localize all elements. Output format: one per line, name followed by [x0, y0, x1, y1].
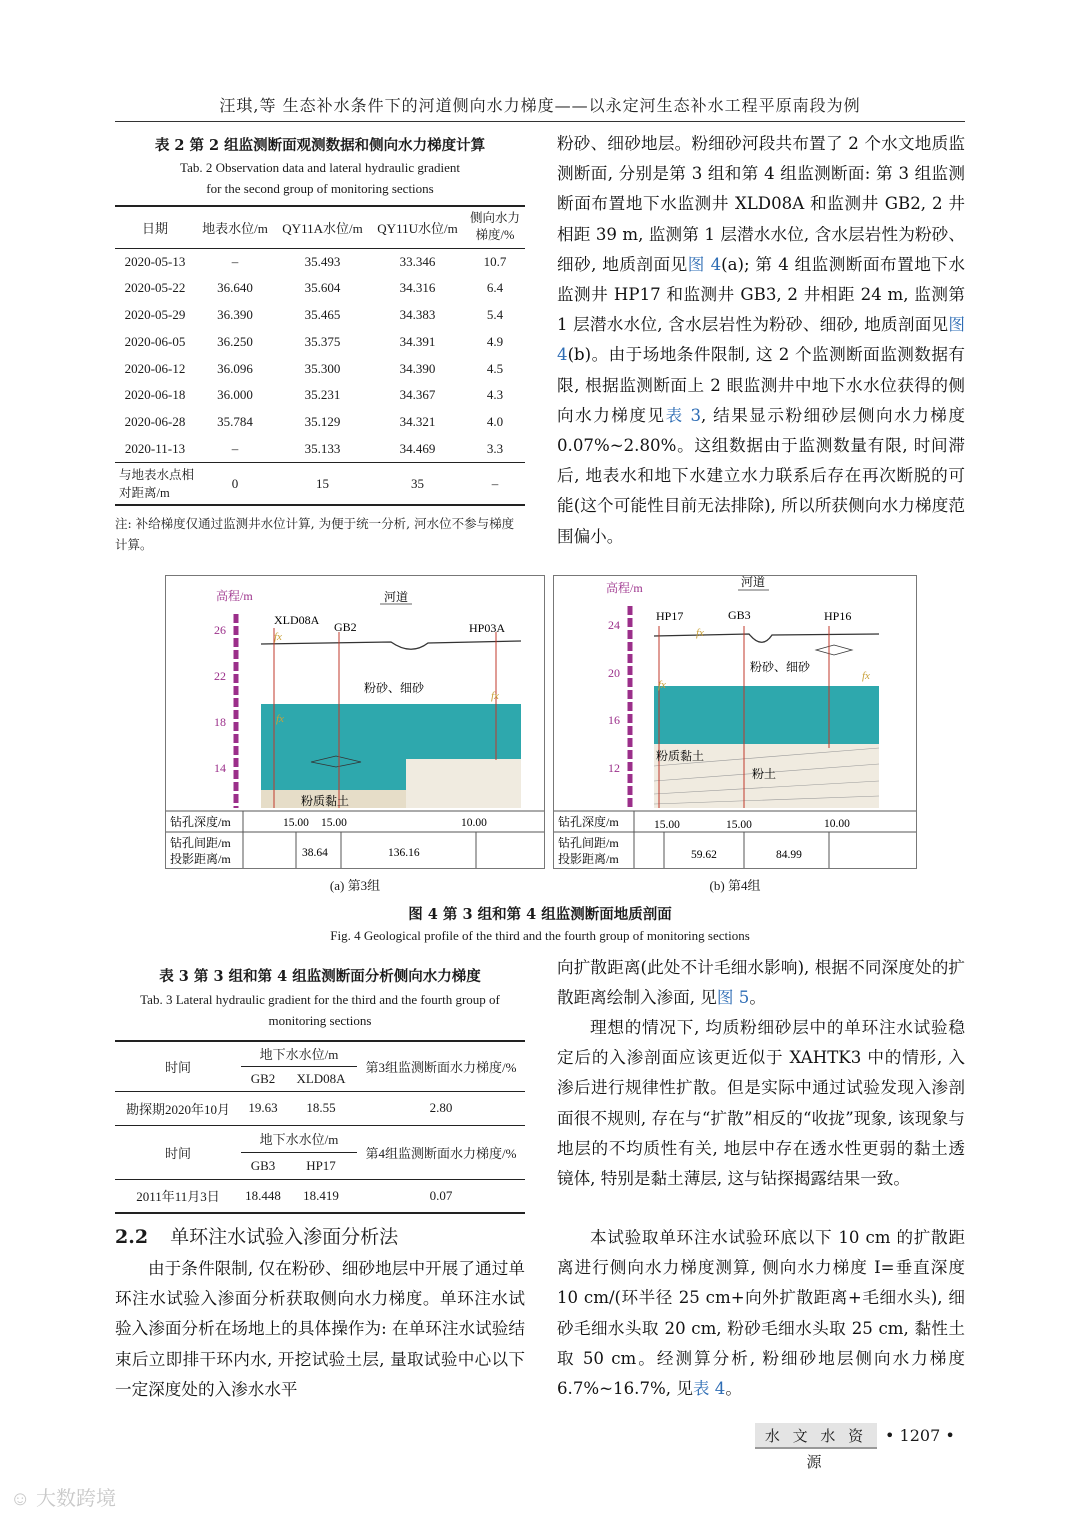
table-row — [115, 382, 525, 409]
table2-cell: 2020-06-12 — [124, 360, 186, 376]
table2-cell: 35.129 — [304, 414, 341, 430]
row-label: 钻孔深度/m — [558, 815, 619, 829]
table2-cell: 34.391 — [399, 333, 436, 349]
layer-label: 粉质黏土 — [656, 749, 705, 763]
row-label: 钻孔间距/m — [170, 836, 231, 850]
table-row — [115, 302, 525, 329]
distance-value: 84.99 — [776, 849, 802, 861]
table2-cell: 36.250 — [217, 333, 253, 349]
table2-cell: 36.390 — [217, 306, 253, 322]
watermark-text: 大数跨境 — [35, 1488, 116, 1510]
table2-caption — [115, 134, 525, 199]
right-paragraph-1: 粉砂、细砂地层。粉细砂河段共布置了 2 个水文地质监测断面, 分别是第 3 组和第 4 组监测断面: 第 3 组监测断面布置地下水监测井 XLD08A 和监测井 GB2, 2 井相距 39 m, 监测第 1 层潜水水位, 含水层岩性为粉砂、细砂, 地质剖面见图 4(a); 第 4 组监测断面布置地下水监测井 HP17 和监测井 GB3, 2 井相距 24 m, 监测第 1 层潜水水位, 含水层岩性为粉砂、细砂, 地质剖面见图 4(b)。由于场地条件限制, 这 2 个监测断面监测数据有限, 根据监测断面上 2 眼监测井中地下水水位获得的侧向水力梯度见表 3, 结果显示粉细砂层侧向水力梯度 0.07%~2.80%。这组数据由于监测数量有限, 时间滞后, 地表水和地下水建立水力联系后存在再次断脱的可能(这个可能性目前无法排除), 所以所获侧向水力梯度范围偏小。 — [557, 134, 965, 546]
table2-cell: 34.316 — [399, 280, 436, 296]
y-axis-label: 高程/m — [216, 589, 253, 603]
figure4a-panel — [165, 575, 545, 869]
table4-link[interactable]: 表 4 — [692, 1379, 726, 1399]
table2-cell: – — [231, 440, 239, 456]
table3-cell: 19.63 — [248, 1100, 278, 1115]
tick-label: 16 — [608, 713, 620, 727]
figure4a-svg — [166, 576, 544, 868]
table2-caption-cn: 表 2 第 2 组监测断面观测数据和侧向水力梯度计算 — [154, 137, 486, 154]
depth-value: 15.00 — [726, 819, 752, 831]
table3-cell: 18.448 — [245, 1187, 281, 1203]
table2-cell: 5.4 — [486, 306, 504, 322]
figure4-caption-en: Fig. 4 Geological profile of the third and the fourth group of monitoring sections — [330, 928, 750, 943]
table2-cell: 2020-11-13 — [124, 440, 186, 456]
depth-value: 15.00 — [283, 817, 309, 829]
clay-lens — [816, 645, 852, 655]
fx-mark: fx — [491, 690, 499, 702]
table-row — [115, 248, 525, 275]
table-row — [115, 355, 525, 382]
table2-caption-en-2: for the second group of monitoring sections — [206, 181, 434, 196]
table3-caption — [115, 965, 525, 1031]
table2-cell: 4.5 — [486, 360, 504, 376]
right-paragraph-4: 本试验取单环注水试验环底以下 10 cm 的扩散距离进行侧向水力梯度测算, 侧向水力梯度 I=垂直深度 10 cm/(环半径 25 cm+向外扩散距离+毛细水头), 细砂毛细水头取 20 cm, 粉砂毛细水头取 25 cm, 黏性土取 50 cm。经测算分析, 粉细砂地层侧向水力梯度 6.7%~16.7%, 见表 4。 — [557, 1228, 965, 1399]
table2-cell: 3.3 — [486, 440, 504, 456]
tick-label: 14 — [214, 761, 226, 775]
row-label: 钻孔间距/m — [558, 836, 619, 850]
table2-cell: 33.346 — [399, 253, 436, 269]
table2-note: 注: 补给梯度仅通过监测井水位计算, 为便于统一分析, 河水位不参与梯度计算。 — [115, 516, 515, 552]
table-row — [115, 1125, 525, 1152]
well-label: GB2 — [334, 620, 357, 634]
table3-cell: HP17 — [306, 1157, 336, 1173]
table2-cell: 36.640 — [217, 280, 253, 296]
table2-header-cell: 日期 — [141, 220, 168, 236]
table2-cell: 2020-05-13 — [124, 253, 186, 269]
clay-layer — [406, 759, 521, 808]
table2-cell: 35.375 — [304, 333, 341, 349]
table3-cell: 0.07 — [429, 1187, 453, 1203]
table3-cell: 2.80 — [429, 1100, 453, 1115]
table2-header-cell: 侧向水力梯度/% — [469, 211, 520, 243]
layer-label: 粉砂、细砂 — [750, 660, 811, 674]
ground-surface — [654, 634, 879, 642]
table2-cell: 35.300 — [304, 360, 341, 376]
table3-cell: 第3组监测断面水力梯度/% — [365, 1059, 517, 1075]
table2-cell: 4.0 — [486, 414, 504, 430]
table2-cell: 36.096 — [217, 360, 253, 376]
table2 — [115, 205, 525, 506]
table3-cell: 时间 — [164, 1145, 191, 1161]
table3 — [115, 1040, 525, 1214]
ground-surface — [261, 641, 521, 649]
river-label: 河道 — [384, 590, 409, 604]
aquifer-layer — [654, 686, 879, 744]
watermark-logo-icon: ☺ — [10, 1488, 31, 1510]
watermark — [10, 1482, 116, 1511]
table2-cell: 35.493 — [304, 253, 341, 269]
table3-caption-cn: 表 3 第 3 组和第 4 组监测断面分析侧向水力梯度 — [159, 968, 481, 985]
distance-value: 38.64 — [302, 847, 328, 859]
table2-cell: 2020-06-28 — [124, 414, 186, 430]
y-axis-label: 高程/m — [606, 581, 643, 595]
section-heading — [115, 1222, 525, 1249]
table2-cell: – — [491, 475, 499, 491]
tick-label: 12 — [608, 761, 620, 775]
table2-cell: 34.321 — [399, 414, 436, 430]
table2-header-row — [115, 206, 525, 248]
table3-cell: 18.55 — [306, 1100, 336, 1115]
fx-mark: fx — [658, 679, 666, 691]
figure4b-svg — [554, 576, 916, 868]
table2-cell: 35.604 — [304, 280, 341, 296]
tick-label: 20 — [608, 666, 620, 680]
table2-cell: 34.469 — [399, 440, 436, 456]
table2-caption-en-1: Tab. 2 Observation data and lateral hydraulic gradient — [180, 160, 460, 175]
table-row — [115, 328, 525, 355]
table2-cell: 35 — [411, 475, 424, 491]
table3-cell: GB2 — [250, 1070, 276, 1086]
distance-value: 59.62 — [691, 849, 717, 861]
depth-value: 15.00 — [321, 817, 347, 829]
well-label: GB3 — [728, 608, 751, 622]
layer-label: 粉砂、细砂 — [364, 681, 425, 695]
page-number: • 1207 • — [885, 1426, 955, 1445]
depth-value: 10.00 — [824, 818, 850, 830]
well-label: HP03A — [469, 621, 506, 635]
header-rule — [115, 121, 965, 122]
table3-link[interactable]: 表 3 — [665, 405, 702, 425]
table2-cell: 36.000 — [217, 387, 253, 403]
table3-caption-en-1: Tab. 3 Lateral hydraulic gradient for the third and the fourth group of — [140, 992, 500, 1007]
figure4-link[interactable]: 图 4 — [557, 315, 965, 365]
section-number: 2.2 — [115, 1226, 149, 1248]
table2-header-cell: QY11U水位/m — [377, 220, 458, 236]
well-label: HP17 — [656, 609, 684, 623]
table3-cell: XLD08A — [296, 1070, 346, 1086]
running-header: 汪琪,等 生态补水条件下的河道侧向水力梯度——以永定河生态补水工程平原南段为例 — [219, 96, 861, 115]
table-row — [115, 409, 525, 436]
journal-badge — [755, 1423, 877, 1471]
table2-cell: 34.383 — [399, 306, 436, 322]
table2-cell: 2020-05-22 — [124, 280, 186, 296]
table3-cell: GB3 — [250, 1157, 276, 1173]
table2-cell: 2020-05-29 — [124, 306, 186, 322]
table2-cell: 35.465 — [304, 306, 341, 322]
tick-label: 24 — [608, 618, 620, 632]
table-row — [115, 1091, 525, 1125]
table3-cell: 勘探期2020年10月 — [125, 1101, 230, 1117]
table2-cell: 4.3 — [486, 387, 504, 403]
table2-cell: 35.231 — [304, 387, 341, 403]
row-label: 投影距离/m — [170, 852, 231, 866]
section22-paragraph: 由于条件限制, 仅在粉砂、细砂地层中开展了通过单环注水试验入渗面分析获取侧向水力梯度。单环注水试验入渗面分析在场地上的具体操作为: 在单环注水试验结束后立即排干环内水, 开挖试验土层, 量取试验中心以下一定深度处的入渗水水平 — [115, 1259, 525, 1399]
table2-cell: 4.9 — [486, 333, 504, 349]
table2-cell: 35.133 — [304, 440, 341, 456]
table2-header-cell: 地表水位/m — [202, 220, 268, 236]
tick-label: 26 — [214, 623, 226, 637]
table3-caption-en-2: monitoring sections — [268, 1013, 372, 1028]
figure4-caption-cn: 图 4 第 3 组和第 4 组监测断面地质剖面 — [408, 906, 672, 923]
row-label: 投影距离/m — [558, 852, 619, 866]
table3-cell: 地下水水位/m — [241, 1125, 357, 1152]
fx-mark: fx — [862, 670, 870, 682]
table2-cell: 0 — [231, 475, 239, 491]
table-row — [115, 1041, 525, 1066]
table2-cell: 35.784 — [217, 414, 253, 430]
well-label: XLD08A — [274, 613, 320, 627]
table-row — [115, 275, 525, 302]
layer-label: 粉土 — [752, 767, 777, 781]
table2-cell: 2020-06-18 — [124, 387, 186, 403]
table2-cell: 2020-06-05 — [124, 333, 186, 349]
fx-mark: fx — [274, 631, 282, 643]
tick-label: 22 — [214, 669, 226, 683]
fx-mark: fx — [276, 713, 284, 725]
right-paragraph-2: 向扩散距离(此处不计毛细水影响), 根据不同深度处的扩散距离绘制入渗面, 见图 5。 — [557, 958, 965, 1008]
table3-cell: 时间 — [164, 1059, 191, 1075]
table3-cell: 18.419 — [303, 1187, 339, 1203]
journal-name: 水 文 水 资 源 — [764, 1427, 868, 1471]
depth-value: 10.00 — [461, 817, 487, 829]
table2-cell: 与地表水点相对距离/m — [119, 467, 195, 500]
figure4-link[interactable]: 图 4 — [687, 254, 722, 274]
table2-cell: 15 — [316, 475, 329, 491]
figure4a-subcaption: (a) 第3组 — [329, 878, 381, 893]
table2-cell: 34.390 — [399, 360, 436, 376]
table2-header-cell: QY11A水位/m — [282, 220, 363, 236]
river-label: 河道 — [741, 576, 766, 589]
tick-label: 18 — [214, 715, 226, 729]
table2-cell: 34.367 — [399, 387, 436, 403]
table-row — [115, 462, 525, 505]
section-title: 单环注水试验入渗面分析法 — [170, 1226, 399, 1248]
table3-cell: 地下水水位/m — [241, 1041, 357, 1066]
row-label: 钻孔深度/m — [170, 815, 231, 829]
fx-mark: fx — [696, 627, 704, 639]
table2-cell: 6.4 — [486, 280, 504, 296]
well-label: HP16 — [824, 609, 852, 623]
figure5-link[interactable]: 图 5 — [716, 988, 750, 1008]
table-row — [115, 1179, 525, 1213]
table2-cell: – — [231, 253, 239, 269]
figure4b-panel — [553, 575, 917, 869]
distance-value: 136.16 — [388, 847, 420, 859]
figure4b-subcaption: (b) 第4组 — [709, 878, 761, 893]
right-paragraph-3: 理想的情况下, 均质粉细砂层中的单环注水试验稳定后的入渗剖面应该更近似于 XAHTK3 中的情形, 入渗后进行规律性扩散。但是实际中通过试验发现入渗剖面很不规则, 存在与“扩散”相反的“收拢”现象, 该现象与地层的不均质性有关, 地层中存在透水性更弱的黏土透镜体, 特别是黏土薄层, 这与钻探揭露结果一致。 — [557, 1018, 965, 1189]
depth-value: 15.00 — [654, 819, 680, 831]
table3-cell: 第4组监测断面水力梯度/% — [365, 1145, 517, 1161]
layer-label: 粉质黏土 — [301, 794, 350, 808]
table3-cell: 2011年11月3日 — [136, 1189, 220, 1205]
table-row — [115, 436, 525, 463]
table2-cell: 10.7 — [483, 253, 507, 269]
